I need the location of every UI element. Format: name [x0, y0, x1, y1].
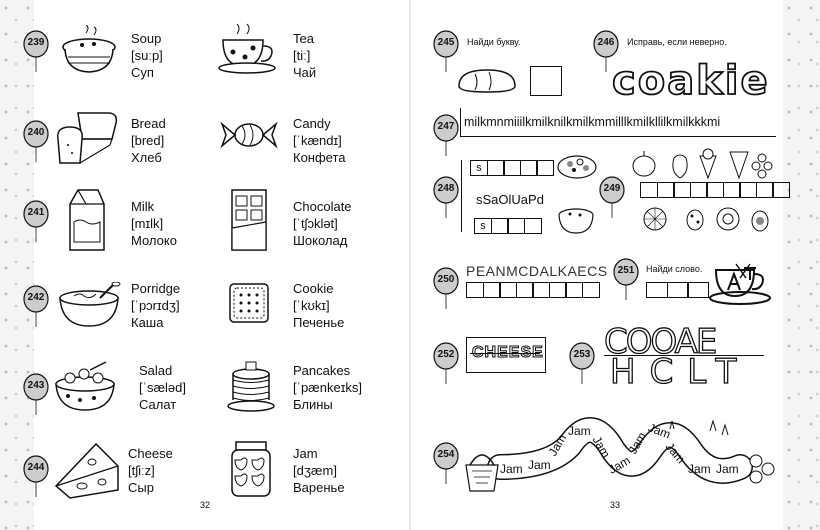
fruit-vegetable-row-icon [630, 148, 780, 182]
split-word-top: COOAE [604, 322, 716, 362]
vocab-word-chocolate: Chocolate [ˈtʃɔklət] Шоколад [293, 199, 352, 248]
fruit-row-bottom-icon [640, 204, 780, 234]
path-word: Jam [662, 439, 688, 467]
exercise-number-balloon: 239 [22, 30, 50, 64]
exercise-number-balloon: 245 [432, 30, 460, 64]
task-instruction: Исправь, если неверно. [627, 37, 727, 47]
soup-pot-icon [58, 25, 120, 77]
task-instruction: Найди слово. [646, 264, 703, 274]
path-word: Jam [528, 458, 551, 472]
porridge-bowl-icon [56, 282, 122, 330]
soup-bowl-icon [556, 205, 596, 235]
word-boxes-pancakes[interactable] [466, 282, 598, 298]
cheese-icon [52, 440, 122, 502]
doodle-border-left [0, 0, 34, 530]
word-boxes-soup[interactable]: s [474, 218, 540, 234]
split-word-bottom: HCLT [610, 352, 751, 392]
exercise-number-balloon: 241 [22, 200, 50, 234]
path-word: Jam [716, 462, 739, 476]
winding-path-icon [460, 405, 780, 500]
scrambled-letters: sSaOlUaPd [476, 192, 544, 207]
exercise-number-balloon: 252 [432, 342, 460, 376]
exercise-number-balloon: 249 [598, 176, 626, 210]
jam-jar-icon [228, 438, 274, 498]
path-word: Jam [500, 462, 523, 476]
exercise-number-balloon: 250 [432, 267, 460, 301]
salad-bowl-icon [50, 360, 120, 414]
path-word: Jam [606, 453, 633, 477]
scrambled-letters: PEANMCDALKAECS [466, 263, 608, 279]
path-word: Jam [688, 462, 711, 476]
doodle-border-right [783, 0, 820, 530]
vocab-word-salad: Salad [ˈsæləd] Салат [139, 363, 186, 412]
pancakes-icon [226, 360, 276, 414]
path-word: Jam [625, 429, 650, 457]
exercise-number-balloon: 254 [432, 442, 460, 476]
exercise-number-balloon: 248 [432, 176, 460, 210]
vocab-word-tea: Tea [tiː] Чай [293, 31, 317, 80]
bracket-line [461, 160, 468, 232]
milk-carton-icon [62, 186, 110, 254]
tea-cup-icon [217, 22, 281, 76]
tea-cup-letters-icon [706, 256, 776, 306]
vocab-word-cookie: Cookie [ˈkʊkɪ] Печенье [293, 281, 345, 330]
hidden-word: CHEESE [472, 344, 544, 361]
bread-roll-icon [455, 64, 519, 96]
path-word: Jam [545, 431, 570, 459]
cut-line [470, 353, 540, 354]
exercise-number-balloon: 251 [612, 258, 640, 292]
vocab-word-jam: Jam [dʒæm] Варенье [293, 446, 345, 495]
path-word: Jam [589, 433, 614, 461]
vocab-word-pancakes: Pancakes [ˈpænkeɪks] Блины [293, 363, 362, 412]
task-instruction: Найди букву. [467, 37, 521, 47]
exercise-number-balloon: 243 [22, 373, 50, 407]
answer-box[interactable] [530, 66, 562, 96]
candy-icon [218, 118, 280, 152]
exercise-number-balloon: 244 [22, 455, 50, 489]
word-boxes-tea[interactable] [646, 282, 708, 298]
vocab-word-cheese: Cheese [tʃiːz] Сыр [128, 446, 173, 495]
exercise-number-balloon: 242 [22, 285, 50, 319]
exercise-number-balloon: 246 [592, 30, 620, 64]
vocab-word-candy: Candy [ˈkændɪ] Конфета [293, 116, 346, 165]
exercise-number-balloon: 240 [22, 120, 50, 154]
word-boxes-salad[interactable]: s [470, 160, 553, 176]
cookie-icon [226, 280, 272, 326]
page-number-left: 32 [200, 500, 211, 510]
letter-chain: milkmnmiiilkmilknilkmilkmmilllkmilkllilkmilkkkmi [464, 115, 721, 129]
word-boxes-fruit[interactable] [640, 182, 789, 198]
vocab-word-soup: Soup [suːp] Суп [131, 31, 163, 80]
misspelled-word: coakie [612, 58, 770, 104]
vocab-word-porridge: Porridge [ˈpɔrɪdʒ] Каша [131, 281, 181, 330]
bread-icon [52, 105, 122, 167]
book-spine [409, 0, 411, 530]
exercise-number-balloon: 253 [568, 342, 596, 376]
exercise-number-balloon: 247 [432, 114, 460, 148]
path-word: Jam [646, 420, 673, 442]
chocolate-bar-icon [228, 186, 270, 254]
vocab-word-bread: Bread [bred] Хлеб [131, 116, 166, 165]
page-number-right: 33 [610, 500, 621, 510]
vocab-word-milk: Milk [mɪlk] Молоко [131, 199, 177, 248]
salad-plate-icon [556, 152, 598, 182]
path-word: Jam [568, 424, 591, 438]
